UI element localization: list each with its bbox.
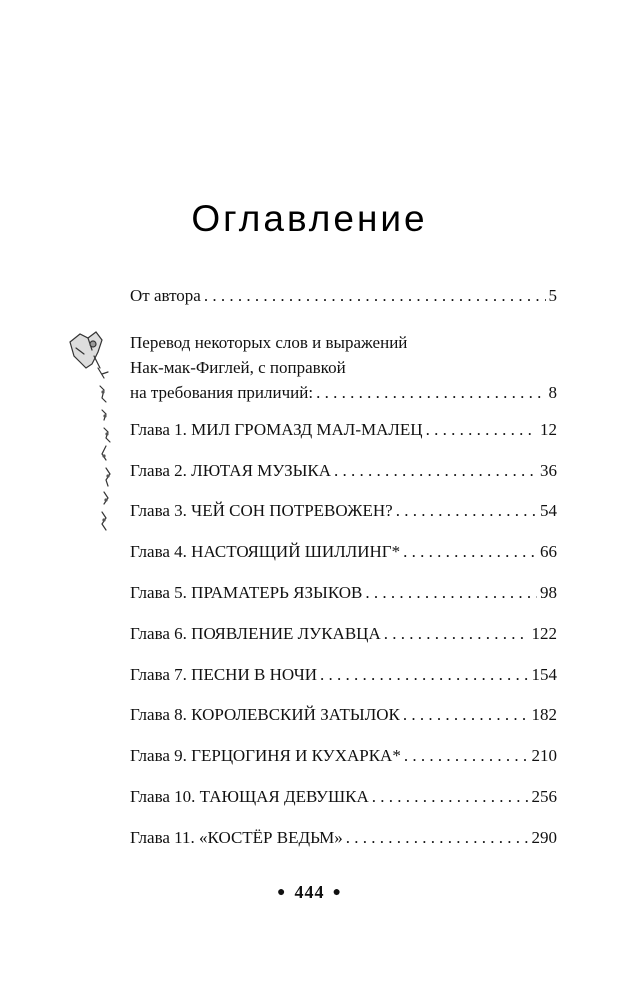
toc-entry-chapter-2[interactable] <box>130 459 557 500</box>
bullet-icon: ● <box>332 885 342 900</box>
toc-entry-chapter-1[interactable] <box>130 418 557 459</box>
toc-entry-page: 122 <box>531 623 557 643</box>
page-number-value: 444 <box>294 882 325 902</box>
dot-leader <box>384 622 529 646</box>
toc-entry-label: Глава 1. МИЛ ГРОМАЗД МАЛ-МАЛЕЦ <box>130 419 423 439</box>
dot-leader <box>316 380 545 405</box>
toc-entry-page: 154 <box>531 664 557 684</box>
climbing-pictsies-illustration-icon <box>62 328 126 538</box>
toc-entry-page: 12 <box>540 419 557 439</box>
toc-entry-page: 182 <box>531 705 557 725</box>
dot-leader <box>365 581 537 605</box>
table-of-contents <box>130 284 557 867</box>
page-number <box>0 882 619 903</box>
toc-entry-chapter-11[interactable] <box>130 826 557 867</box>
toc-entry-label: Глава 9. ГЕРЦОГИНЯ И КУХАРКА* <box>130 746 401 766</box>
dot-leader <box>346 826 529 850</box>
toc-entry-chapter-9[interactable] <box>130 744 557 785</box>
dot-leader <box>204 284 546 308</box>
toc-entry-label: Глава 10. ТАЮЩАЯ ДЕВУШКА <box>130 786 369 806</box>
toc-entry-chapter-3[interactable] <box>130 499 557 540</box>
toc-entry-page: 98 <box>540 582 557 602</box>
toc-entry-label: От автора <box>130 286 201 305</box>
dot-leader <box>403 703 529 727</box>
toc-entry-foreword[interactable] <box>130 284 557 325</box>
toc-entry-label: Глава 6. ПОЯВЛЕНИЕ ЛУКАВЦА <box>130 623 381 643</box>
toc-entry-chapter-8[interactable] <box>130 703 557 744</box>
toc-entry-page: 36 <box>540 460 557 480</box>
toc-entry-label: Глава 7. ПЕСНИ В НОЧИ <box>130 664 318 684</box>
toc-entry-label: Глава 2. ЛЮТАЯ МУЗЫКА <box>130 460 332 480</box>
toc-entry-chapter-7[interactable] <box>130 663 557 704</box>
page-title: Оглавление <box>191 198 428 239</box>
toc-entry-glossary[interactable] <box>130 330 557 405</box>
toc-entry-label: Глава 8. КОРОЛЕВСКИЙ ЗАТЫЛОК <box>130 705 400 725</box>
dot-leader <box>372 785 529 809</box>
toc-entry-chapter-6[interactable] <box>130 622 557 663</box>
dot-leader <box>404 744 529 768</box>
dot-leader <box>320 663 528 687</box>
dot-leader <box>396 499 537 523</box>
toc-entry-chapter-5[interactable] <box>130 581 557 622</box>
toc-entry-page: 66 <box>540 542 557 562</box>
toc-entry-label: на требования приличий: <box>130 382 314 402</box>
toc-entry-label: Глава 11. «КОСТЁР ВЕДЬМ» <box>130 827 343 847</box>
toc-entry-label: Глава 4. НАСТОЯЩИЙ ШИЛЛИНГ* <box>130 542 401 562</box>
toc-entry-chapter-4[interactable] <box>130 540 557 581</box>
toc-entry-line: Нак-мак-Фиглей, с поправкой <box>130 357 346 377</box>
toc-entry-label: Глава 5. ПРАМАТЕРЬ ЯЗЫКОВ <box>130 582 363 602</box>
toc-entry-chapter-10[interactable] <box>130 785 557 826</box>
toc-entry-page: 256 <box>531 786 557 806</box>
dot-leader <box>403 540 537 564</box>
toc-entry-label: Глава 3. ЧЕЙ СОН ПОТРЕВОЖЕН? <box>130 501 393 521</box>
toc-entry-line: Перевод некоторых слов и выражений <box>130 332 408 352</box>
dot-leader <box>426 418 537 442</box>
toc-entry-page: 210 <box>531 746 557 766</box>
bullet-icon: ● <box>277 885 287 900</box>
toc-entry-page: 5 <box>548 286 557 305</box>
toc-entry-page: 54 <box>540 501 557 521</box>
toc-entry-page: 290 <box>531 827 557 847</box>
toc-entry-page: 8 <box>548 382 557 402</box>
dot-leader <box>334 459 537 483</box>
